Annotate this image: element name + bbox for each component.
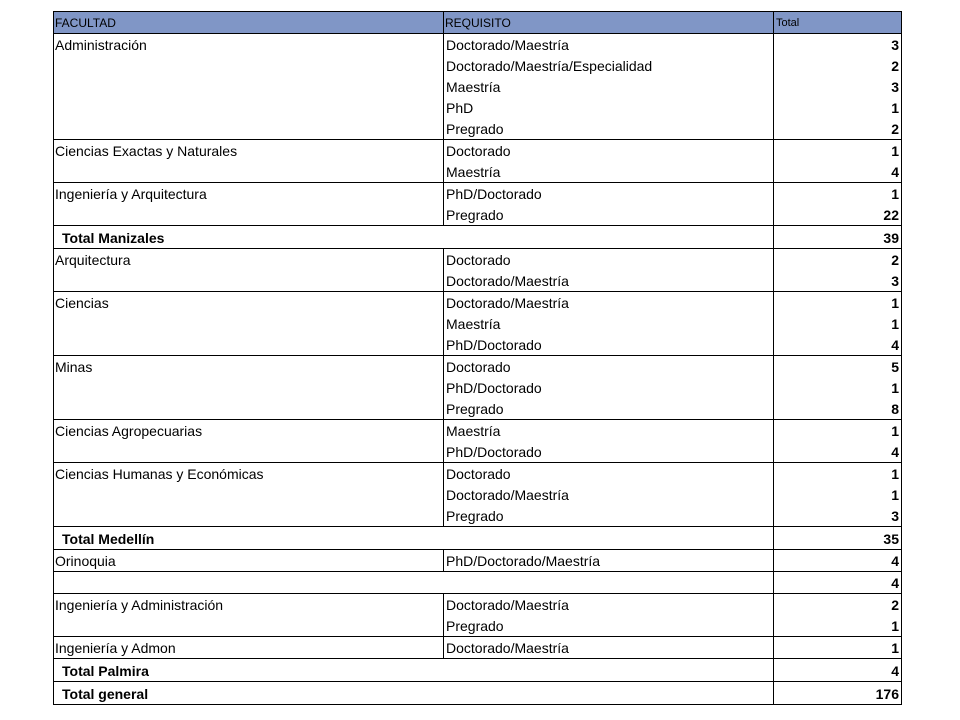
facultad-cell[interactable]: Ciencias Exactas y Naturales — [54, 140, 444, 162]
total-cell[interactable]: 1 — [774, 484, 902, 505]
table-row — [54, 463, 902, 485]
subtotal-value[interactable]: 39 — [774, 226, 902, 249]
requisito-cell[interactable]: Pregrado — [444, 615, 774, 637]
subtotal-label[interactable]: Total Manizales — [54, 226, 774, 249]
table-row — [54, 334, 902, 356]
total-cell[interactable]: 2 — [774, 249, 902, 271]
table-row — [54, 270, 902, 292]
table-row — [54, 594, 902, 616]
facultad-cell[interactable]: Ciencias Humanas y Económicas — [54, 463, 444, 485]
table-row — [54, 183, 902, 205]
subtotal-label[interactable]: Total Medellín — [54, 527, 774, 550]
spreadsheet — [53, 11, 901, 705]
requisito-cell[interactable]: Doctorado — [444, 249, 774, 271]
facultad-cell[interactable] — [54, 118, 444, 140]
table-row — [54, 505, 902, 527]
empty-cell[interactable] — [54, 572, 774, 594]
total-cell[interactable]: 3 — [774, 76, 902, 97]
subtotal-value[interactable]: 4 — [774, 572, 902, 594]
total-cell[interactable]: 3 — [774, 505, 902, 527]
table-row — [54, 356, 902, 378]
total-cell[interactable]: 22 — [774, 204, 902, 226]
requisito-cell[interactable]: Pregrado — [444, 398, 774, 420]
facultad-cell[interactable] — [54, 377, 444, 398]
facultad-cell[interactable] — [54, 615, 444, 637]
total-cell[interactable]: 2 — [774, 594, 902, 616]
requisito-cell[interactable]: Maestría — [444, 313, 774, 334]
requisito-cell[interactable]: PhD/Doctorado/Maestría — [444, 550, 774, 572]
facultad-cell[interactable]: Ciencias — [54, 292, 444, 314]
facultad-cell[interactable] — [54, 441, 444, 463]
requisito-cell[interactable]: PhD — [444, 97, 774, 118]
total-cell[interactable]: 5 — [774, 356, 902, 378]
table-row — [54, 313, 902, 334]
requisito-cell[interactable]: Maestría — [444, 161, 774, 183]
total-cell[interactable]: 4 — [774, 334, 902, 356]
table-body — [54, 34, 902, 705]
total-cell[interactable]: 4 — [774, 161, 902, 183]
table-row — [54, 97, 902, 118]
total-cell[interactable]: 1 — [774, 463, 902, 485]
subtotal-label[interactable]: Total general — [54, 682, 774, 705]
facultad-cell[interactable] — [54, 398, 444, 420]
total-cell[interactable]: 2 — [774, 118, 902, 140]
total-cell[interactable]: 4 — [774, 550, 902, 572]
requisito-cell[interactable]: Doctorado — [444, 140, 774, 162]
table-row — [54, 615, 902, 637]
facultad-cell[interactable] — [54, 334, 444, 356]
table-row — [54, 550, 902, 572]
table-row — [54, 441, 902, 463]
facultad-cell[interactable] — [54, 161, 444, 183]
total-cell[interactable]: 1 — [774, 183, 902, 205]
total-cell[interactable]: 1 — [774, 377, 902, 398]
subtotal-value[interactable]: 4 — [774, 659, 902, 682]
requisito-cell[interactable]: Doctorado — [444, 463, 774, 485]
facultad-cell[interactable]: Ciencias Agropecuarias — [54, 420, 444, 442]
requisito-cell[interactable]: Doctorado/Maestría — [444, 484, 774, 505]
requisito-cell[interactable]: Doctorado/Maestría/Especialidad — [444, 55, 774, 76]
requisito-cell[interactable]: PhD/Doctorado — [444, 441, 774, 463]
total-cell[interactable]: 3 — [774, 270, 902, 292]
table-row — [54, 118, 902, 140]
subtotal-value[interactable]: 176 — [774, 682, 902, 705]
total-cell[interactable]: 1 — [774, 313, 902, 334]
facultad-cell[interactable] — [54, 55, 444, 76]
table-row — [54, 161, 902, 183]
total-cell[interactable]: 1 — [774, 97, 902, 118]
subtotal-row — [54, 527, 902, 550]
requisito-cell[interactable]: Pregrado — [444, 505, 774, 527]
facultad-cell[interactable]: Minas — [54, 356, 444, 378]
requisito-cell[interactable]: Doctorado/Maestría — [444, 34, 774, 56]
total-cell[interactable]: 2 — [774, 55, 902, 76]
table-row — [54, 55, 902, 76]
facultad-cell[interactable]: Ingeniería y Admon — [54, 637, 444, 659]
requisito-cell[interactable]: PhD/Doctorado — [444, 377, 774, 398]
table-row — [54, 637, 902, 659]
total-cell[interactable]: 1 — [774, 615, 902, 637]
facultad-cell[interactable]: Ingeniería y Administración — [54, 594, 444, 616]
facultad-cell[interactable] — [54, 313, 444, 334]
total-cell[interactable]: 1 — [774, 420, 902, 442]
total-cell[interactable]: 1 — [774, 292, 902, 314]
table-row — [54, 140, 902, 162]
facultad-cell[interactable]: Ingeniería y Arquitectura — [54, 183, 444, 205]
facultad-cell[interactable]: Administración — [54, 34, 444, 56]
total-cell[interactable]: 8 — [774, 398, 902, 420]
requisito-cell[interactable]: PhD/Doctorado — [444, 183, 774, 205]
total-cell[interactable]: 1 — [774, 637, 902, 659]
subtotal-row — [54, 659, 902, 682]
facultad-cell[interactable] — [54, 484, 444, 505]
total-cell[interactable]: 1 — [774, 140, 902, 162]
subtotal-row — [54, 682, 902, 705]
header-row — [54, 12, 902, 34]
table-row — [54, 377, 902, 398]
total-cell[interactable]: 4 — [774, 441, 902, 463]
requisito-cell[interactable]: Pregrado — [444, 118, 774, 140]
requisito-cell[interactable]: Doctorado/Maestría — [444, 292, 774, 314]
requisito-cell[interactable]: Maestría — [444, 76, 774, 97]
header-facultad[interactable]: FACULTAD — [54, 12, 444, 34]
subtotal-value[interactable]: 35 — [774, 527, 902, 550]
requisito-cell[interactable]: Pregrado — [444, 204, 774, 226]
requirements-table — [53, 11, 902, 705]
total-cell[interactable]: 3 — [774, 34, 902, 56]
table-row — [54, 292, 902, 314]
header-requisito[interactable]: REQUISITO — [444, 12, 774, 34]
table-row — [54, 76, 902, 97]
requisito-cell[interactable]: Doctorado/Maestría — [444, 637, 774, 659]
requisito-cell[interactable]: Doctorado/Maestría — [444, 270, 774, 292]
requisito-cell[interactable]: Maestría — [444, 420, 774, 442]
requisito-cell[interactable]: PhD/Doctorado — [444, 334, 774, 356]
table-row — [54, 249, 902, 271]
facultad-cell[interactable] — [54, 204, 444, 226]
table-row — [54, 398, 902, 420]
table-row — [54, 204, 902, 226]
header-total[interactable]: Total — [774, 12, 902, 34]
facultad-cell[interactable] — [54, 270, 444, 292]
facultad-cell[interactable]: Arquitectura — [54, 249, 444, 271]
table-row — [54, 484, 902, 505]
requisito-cell[interactable]: Doctorado/Maestría — [444, 594, 774, 616]
requisito-cell[interactable]: Doctorado — [444, 356, 774, 378]
facultad-cell[interactable] — [54, 97, 444, 118]
table-row — [54, 34, 902, 56]
blank-subtotal-row — [54, 572, 902, 594]
subtotal-row — [54, 226, 902, 249]
facultad-cell[interactable]: Orinoquia — [54, 550, 444, 572]
table-row — [54, 420, 902, 442]
facultad-cell[interactable] — [54, 505, 444, 527]
facultad-cell[interactable] — [54, 76, 444, 97]
subtotal-label[interactable]: Total Palmira — [54, 659, 774, 682]
